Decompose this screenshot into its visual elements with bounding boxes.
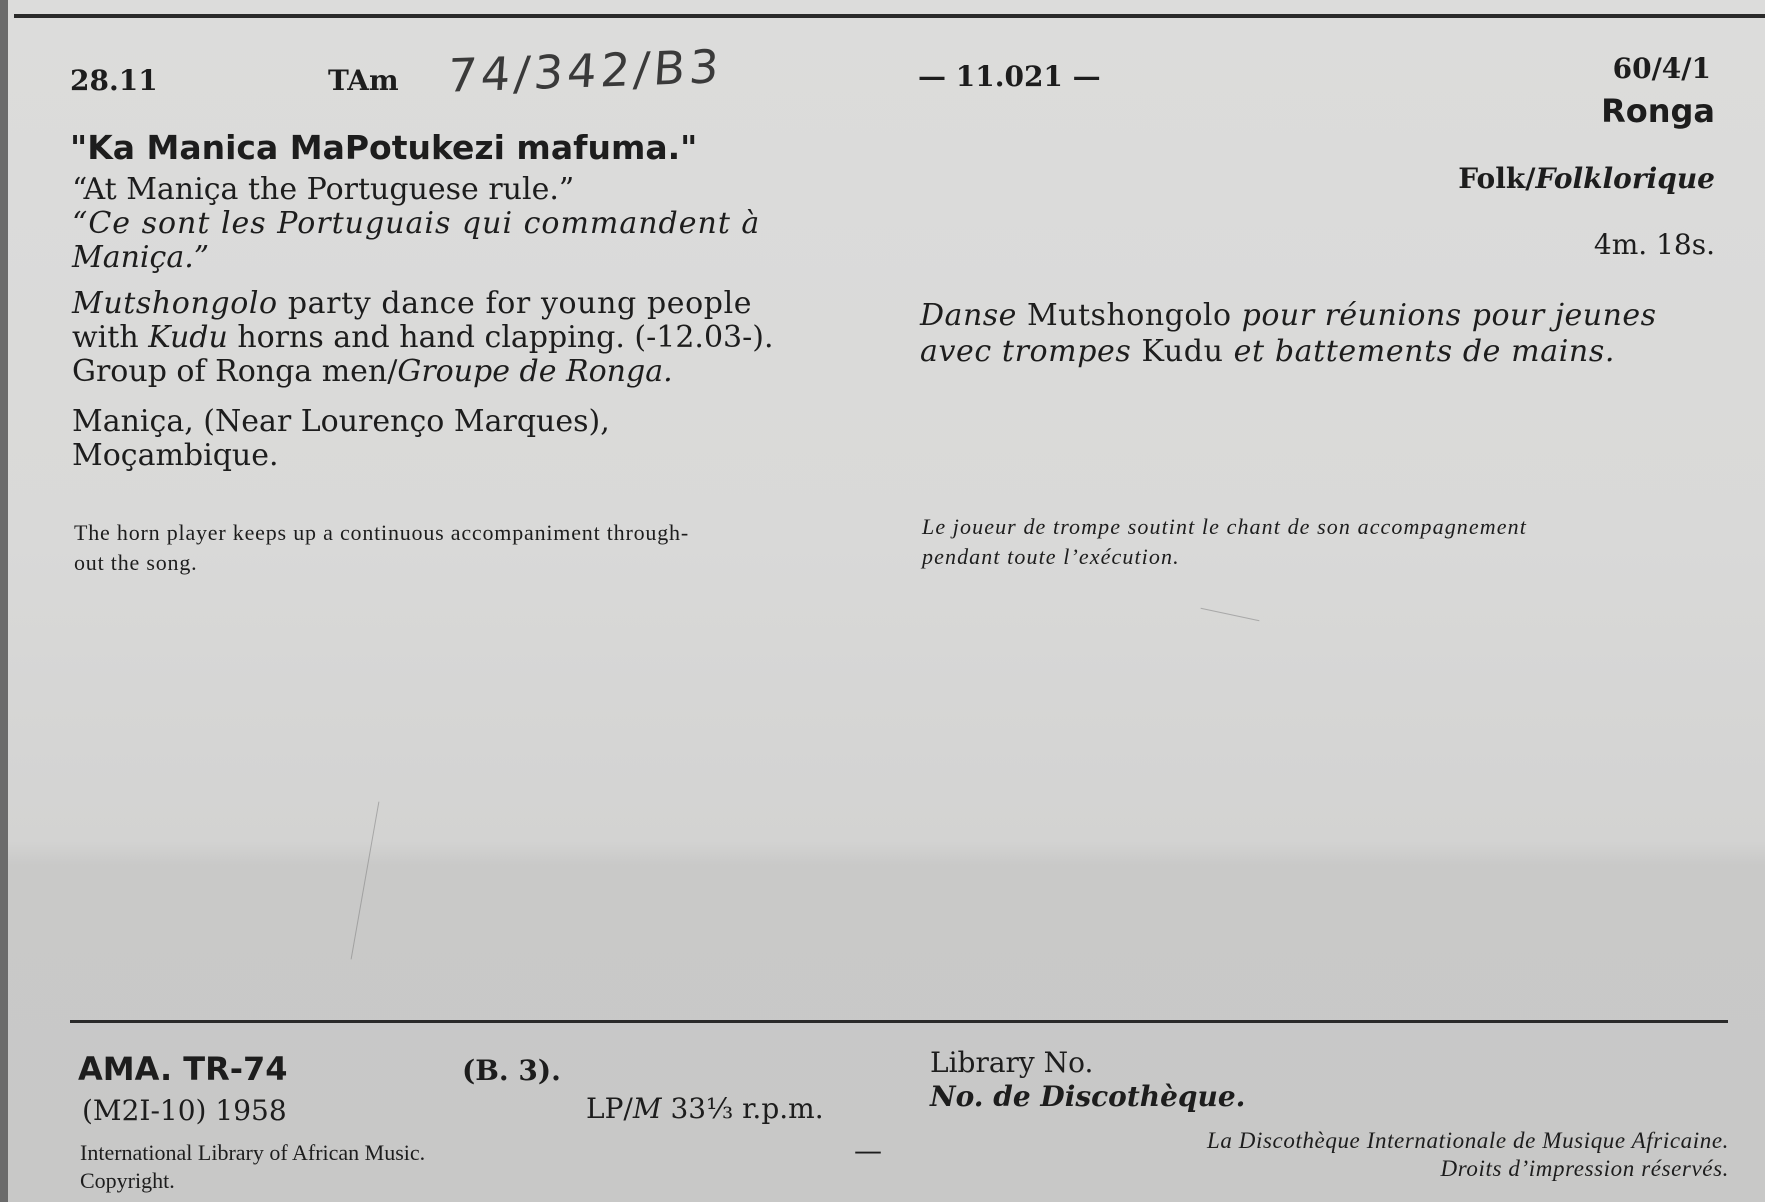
scratch-mark bbox=[1201, 608, 1260, 621]
desc-en-text1: party dance for young people bbox=[277, 286, 753, 321]
format-mono: M bbox=[632, 1092, 662, 1125]
top-rule bbox=[14, 14, 1765, 18]
desc-fr-text2c: et battements de mains. bbox=[1233, 334, 1615, 369]
library-number-en: Library No. bbox=[930, 1046, 1094, 1079]
reference-number: 60/4/1 bbox=[1612, 52, 1711, 85]
desc-en-text2a: with bbox=[72, 320, 149, 355]
description-fr-line2 bbox=[920, 334, 1615, 370]
desc-fr-text2a: avec trompes bbox=[920, 334, 1132, 369]
desc-en-text3a: Group of Ronga men/ bbox=[72, 354, 398, 389]
desc-fr-text2b: Kudu bbox=[1131, 334, 1234, 369]
vernacular-title: "Ka Manica MaPotukezi mafuma." bbox=[70, 128, 698, 167]
genre-fr: Folklorique bbox=[1535, 162, 1715, 195]
note-fr-line2: pendant toute l’exécution. bbox=[922, 544, 1180, 569]
french-title-line1: “Ce sont les Portuguais qui commandent à bbox=[72, 206, 761, 241]
instrument-name: Kudu bbox=[148, 320, 228, 355]
desc-fr-text1c: pour réunions pour jeunes bbox=[1241, 298, 1657, 333]
record-number: AMA. TR-74 bbox=[78, 1050, 288, 1088]
rights-line2: Droits d’impression réservés. bbox=[1440, 1156, 1729, 1181]
matrix-year: (M2I-10) 1958 bbox=[82, 1094, 287, 1127]
format-speed: 33⅓ r.p.m. bbox=[661, 1092, 824, 1125]
duration: 4m. 18s. bbox=[1593, 228, 1715, 261]
description-en-line2 bbox=[72, 320, 774, 356]
rights-line1: La Discothèque Internationale de Musique Africaine. bbox=[1206, 1128, 1729, 1153]
publisher-line2: Copyright. bbox=[80, 1168, 175, 1193]
desc-fr-text1a: Danse bbox=[920, 298, 1017, 333]
location-line2: Moçambique. bbox=[72, 438, 279, 473]
desc-en-text2b: horns and hand clapping. (-12.03-). bbox=[227, 320, 774, 355]
publisher-line1: International Library of African Music. bbox=[80, 1140, 426, 1165]
genre-label bbox=[1458, 162, 1715, 195]
description-fr-line1 bbox=[920, 298, 1657, 334]
language-label: Ronga bbox=[1601, 92, 1715, 130]
description-en-line3 bbox=[72, 354, 673, 390]
format-prefix: LP/ bbox=[586, 1092, 633, 1125]
record-format bbox=[586, 1092, 824, 1125]
dance-name: Mutshongolo bbox=[72, 286, 278, 321]
description-en-line1 bbox=[72, 286, 752, 322]
desc-fr-text1b: Mutshongolo bbox=[1016, 298, 1242, 333]
footer-dash: — bbox=[854, 1134, 882, 1167]
group-fr: Groupe de Ronga. bbox=[397, 354, 673, 389]
tam-handwritten: 74/342/B3 bbox=[445, 39, 725, 103]
catalog-number: — 11.021 — bbox=[918, 60, 1101, 93]
scratch-mark bbox=[351, 802, 380, 960]
card-number: 28.11 bbox=[70, 64, 158, 97]
note-en-line1: The horn player keeps up a continuous accompaniment through- bbox=[74, 520, 689, 545]
note-en-line2: out the song. bbox=[74, 550, 198, 575]
english-title: “At Maniça the Portuguese rule.” bbox=[72, 172, 575, 207]
record-side: (B. 3). bbox=[462, 1054, 561, 1087]
bottom-rule bbox=[70, 1020, 1728, 1023]
french-title-line2: Maniça.” bbox=[72, 240, 210, 275]
tam-prefix: TAm bbox=[328, 64, 399, 97]
library-number-fr: No. de Discothèque. bbox=[930, 1080, 1246, 1113]
genre-en: Folk/ bbox=[1458, 162, 1536, 195]
note-fr-line1: Le joueur de trompe soutint le chant de son accompagnement bbox=[922, 514, 1527, 539]
location-line1: Maniça, (Near Lourenço Marques), bbox=[72, 404, 610, 439]
